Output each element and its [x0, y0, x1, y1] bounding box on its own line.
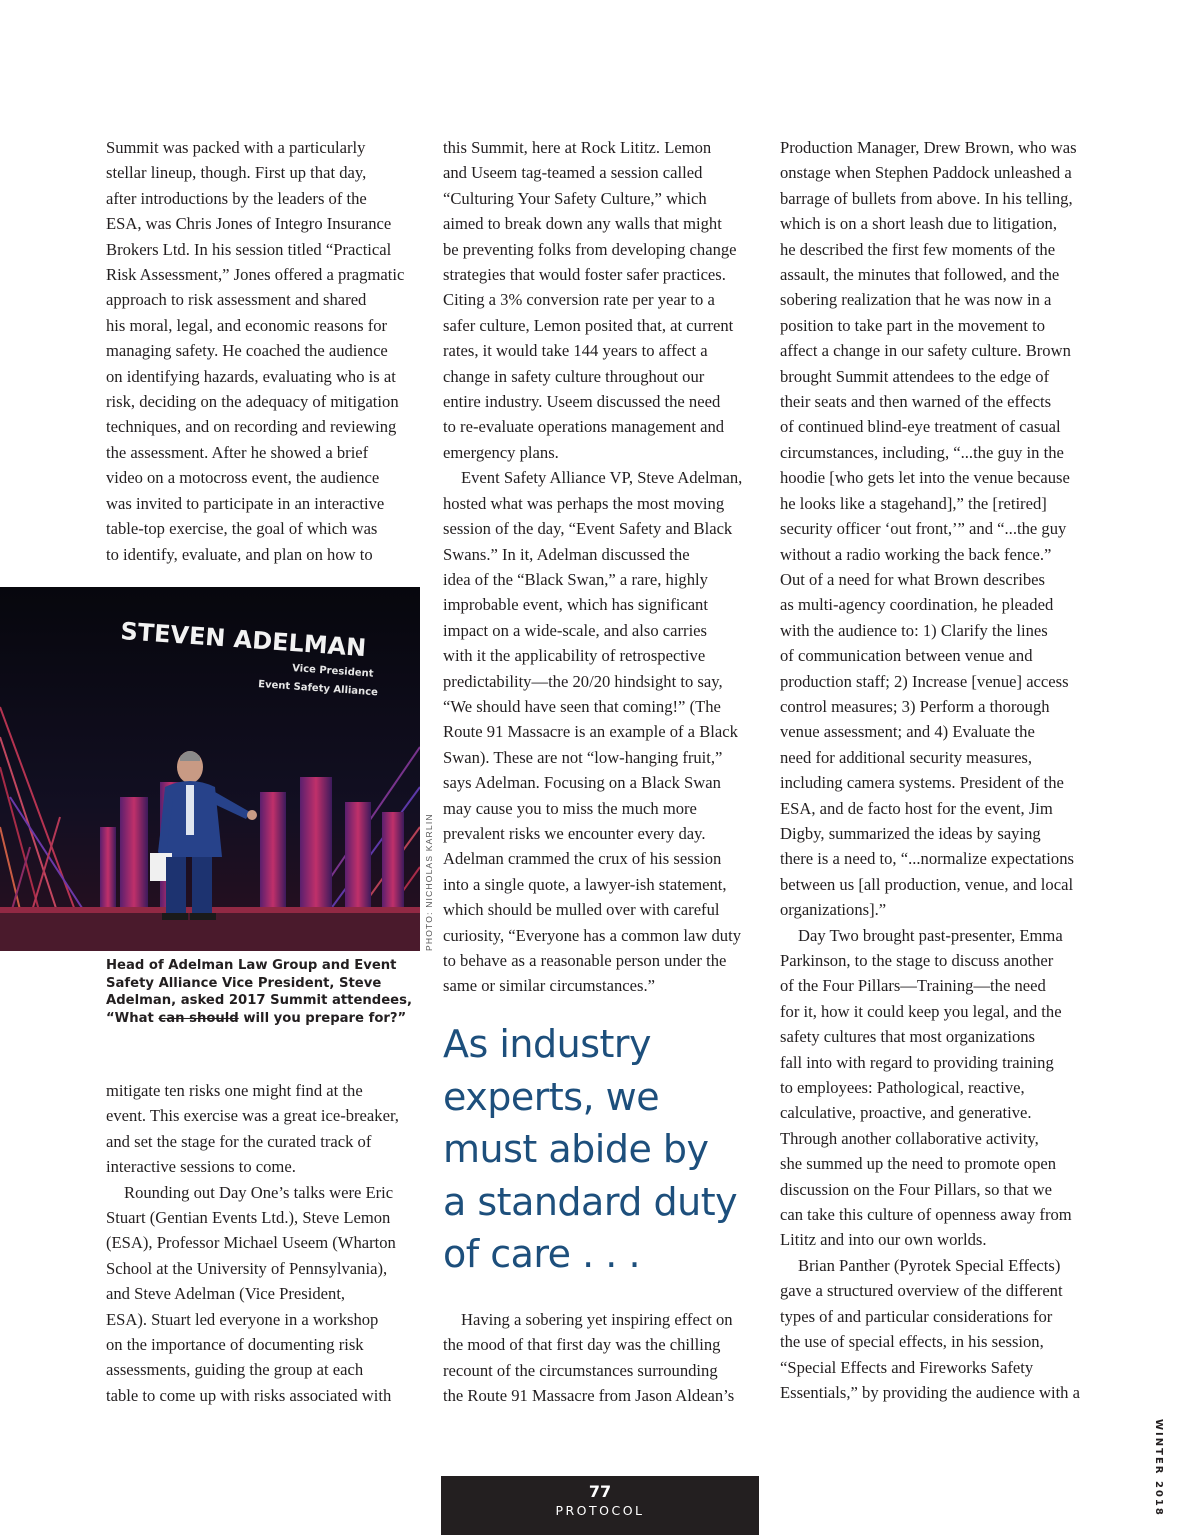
- paragraph: Rounding out Day One’s talks were Eric Stuart (Gentian Events Ltd.), Steve Lemon (ESA), Professor Michael Useem (Wharton School at the University of Pennsylvania), and Steve Adelman (Vice President, ESA). Stuart led everyone in a workshop on the importance of documenting risk assessments, guiding the group at each table to come up with risks associated with: [106, 1182, 396, 1405]
- screen-title-line1: Vice President: [291, 663, 374, 680]
- paragraph: Having a sobering yet inspiring effect on the mood of that first day was the chilling recount of the circumstances surrounding the Route 91 Massacre from Jason Aldean’s: [443, 1310, 735, 1406]
- photo-caption: Head of Adelman Law Group and Event Safety Alliance Vice President, Steve Adelman, asked 2017 Summit attendees, “What can should will you prepare for?”: [106, 958, 412, 1026]
- paragraph: mitigate ten risks one might find at the event. This exercise was a great ice-breaker, and set the stage for the curated track of interactive sessions to come.: [106, 1081, 399, 1177]
- page-number: 77: [588, 1482, 612, 1501]
- article-column-right: [780, 135, 1098, 1405]
- screen-title-line2: Event Safety Alliance: [257, 679, 379, 699]
- paragraph: Summit was packed with a particularly stellar lineup, though. First up that day, after introductions by the leaders of the ESA, was Chris Jones of Integro Insurance Brokers Ltd. In his session titled “Practical Risk Assessment,” Jones offered a pragmatic approach to risk assessment and shared his moral, legal, and economic reasons for managing safety. He coached the audience on identifying hazards, evaluating who is at risk, deciding on the adequacy of mitigation techniques, and on recording and reviewing the assessment. After he showed a brief video on a motocross event, the audience was invited to participate in an interactive table-top exercise, the goal of which was to identify, evaluate, and plan on how to: [106, 138, 405, 564]
- article-column-left-bottom: [106, 1078, 424, 1408]
- paragraph: this Summit, here at Rock Lititz. Lemon and Useem tag-teamed a session called “Culturing Your Safety Culture,” which aimed to break down any walls that might be preventing folks from developing change strategies that would foster safer practices. Citing a 3% conversion rate per year to a safer culture, Lemon posited that, at current rates, it would take 144 years to affect a change in safety culture throughout our entire industry. Useem discussed the need to re-evaluate operations management and emergency plans.: [443, 138, 737, 462]
- article-column-left-top: [106, 135, 424, 567]
- article-column-middle-top: [443, 135, 761, 999]
- screen-name: STEVEN ADELMAN: [119, 617, 368, 663]
- paragraph: Production Manager, Drew Brown, who was onstage when Stephen Paddock unleashed a barrage of bullets from above. In his telling, which is on a short leash due to litigation, he described the first few moments of the assault, the minutes that followed, and the sobering realization that he was now in a position to take part in the movement to affect a change in our safety culture. Brown brought Summit attendees to the edge of their seats and then warned of the effects of continued blind-eye treatment of casual circumstances, including, “...the guy in the hoodie [who gets let into the venue because he looks like a stagehand],” the [retired] security officer ‘out front,’” and “...the guy without a radio working the back fence.” Out of a need for what Brown describes as multi-agency coordination, he pleaded with the audience to: 1) Clarify the lines of communication between venue and production staff; 2) Increase [venue] access control measures; 3) Perform a thorough venue assessment; and 4) Evaluate the need for additional security measures, including camera systems. President of the ESA, and de facto host for the event, Jim Digby, summarized the ideas by saying there is a need to, “...normalize expectations between us [all production, venue, and local organizations].”: [780, 138, 1077, 920]
- strikethrough-text: can should: [158, 1010, 239, 1026]
- issue-label: WINTER 2018: [1153, 1419, 1164, 1517]
- article-column-middle-bottom: [443, 1307, 761, 1409]
- page-footer: [441, 1476, 759, 1535]
- paragraph: Brian Panther (Pyrotek Special Effects) gave a structured overview of the different types of and particular considerations for the use of special effects, in his session, “Special Effects and Fireworks Safety Essentials,” by providing the audience with a: [780, 1255, 1080, 1402]
- speaker-photo: [0, 587, 420, 951]
- publication-name: PROTOCOL: [555, 1503, 645, 1518]
- paragraph: Event Safety Alliance VP, Steve Adelman, hosted what was perhaps the most moving session of the day, “Event Safety and Black Swans.” In it, Adelman discussed the idea of the “Black Swan,” a rare, highly improbable event, which has significant impact on a wide-scale, and also carries with it the applicability of retrospective predictability—the 20/20 hindsight to say, “We should have seen that coming!” (The Route 91 Massacre is an example of a Black Swan). These are not “low-hanging fruit,” says Adelman. Focusing on a Black Swan may cause you to miss the much more prevalent risks we encounter every day. Adelman crammed the crux of his session into a single quote, a lawyer-ish statement, which should be mulled over with careful curiosity, “Everyone has a common law duty to behave as a reasonable person under the same or similar circumstances.”: [443, 468, 743, 996]
- photo-credit: PHOTO: NICHOLAS KARLIN: [424, 813, 434, 951]
- paragraph: Day Two brought past-presenter, Emma Parkinson, to the stage to discuss another of the Four Pillars—Training—the need for it, how it could keep you legal, and the safety cultures that most organizations fall into with regard to providing training to employees: Pathological, reactive, calculative, proactive, and generative. Through another collaborative activity, she summed up the need to promote open discussion on the Four Pillars, so that we can take this culture of openness away from Lititz and into our own worlds.: [780, 925, 1072, 1250]
- pull-quote: As industry experts, we must abide by a standard duty of care . . .: [443, 1022, 738, 1276]
